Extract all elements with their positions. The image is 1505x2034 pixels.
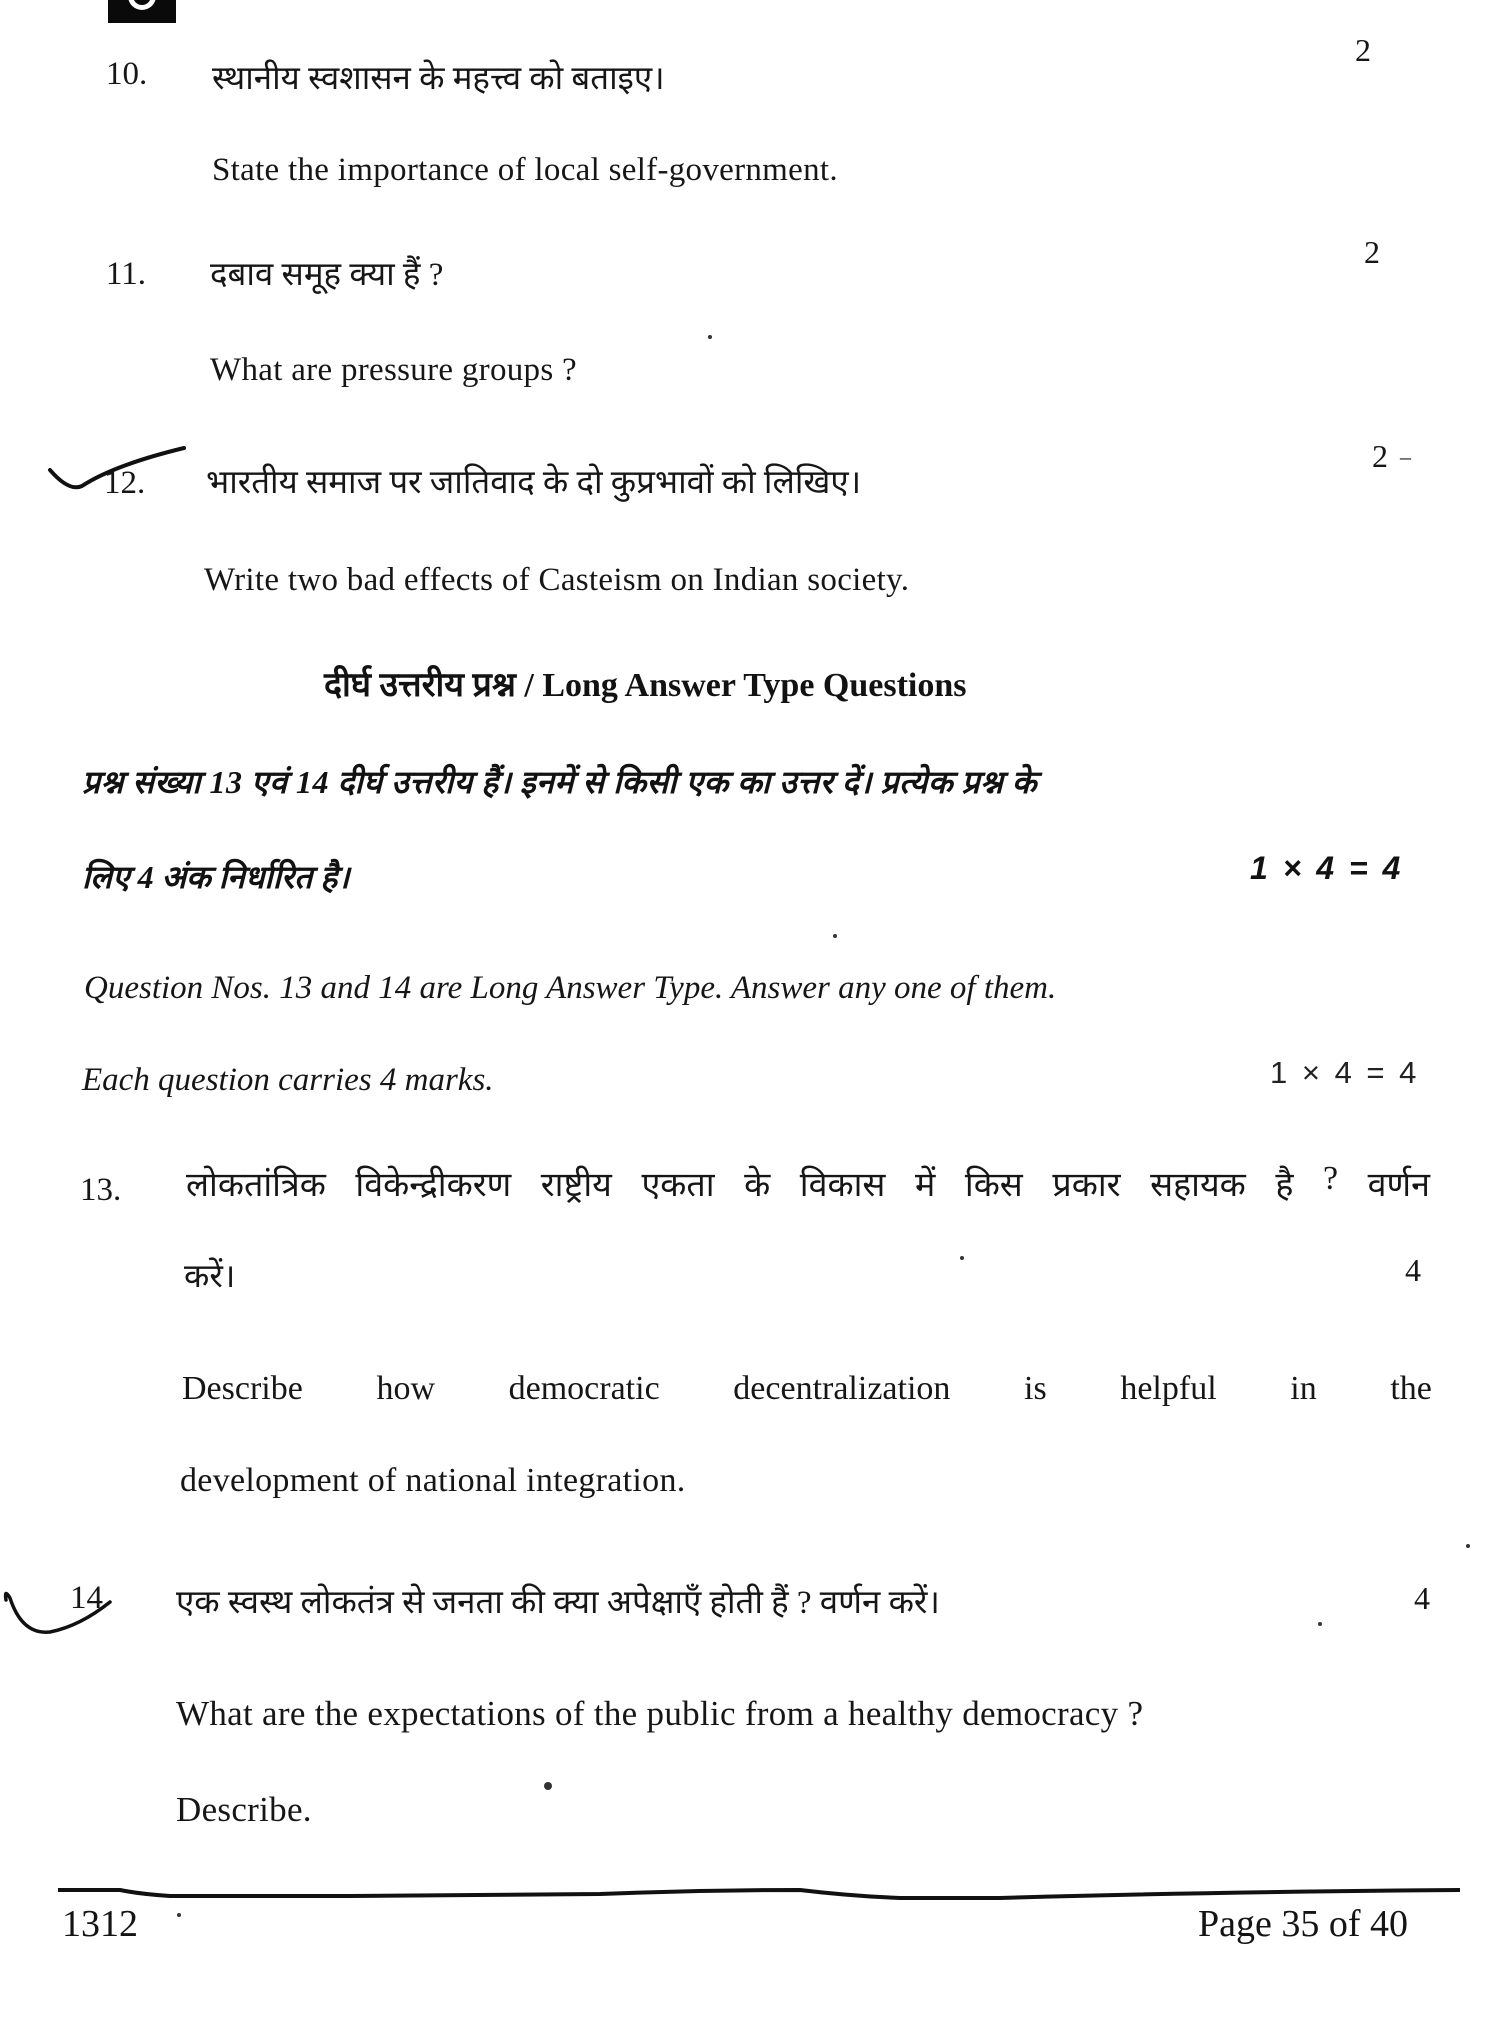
- scan-speck: [177, 1913, 181, 1917]
- question-number: 14: [70, 1580, 103, 1616]
- question-text-english: State the importance of local self-government.: [212, 152, 838, 188]
- instructions-hindi-formula: 1 × 4 = 4: [1250, 850, 1401, 886]
- marks-annotation: –: [1400, 444, 1411, 469]
- question-text-hindi-line1: लोकतांत्रिक विकेन्द्रीकरण राष्ट्रीय एकता के विकास में किस प्रकार सहायक है ? वर्णन: [186, 1160, 1430, 1204]
- question-marks: 4: [1405, 1252, 1421, 1288]
- scan-speck: [960, 1256, 964, 1260]
- question-text-hindi: दबाव समूह क्या हैं ?: [210, 257, 444, 293]
- scan-speck: [708, 335, 712, 339]
- instructions-hindi-line2: लिए 4 अंक निर्धारित है।: [82, 859, 350, 895]
- question-text-hindi: एक स्वस्थ लोकतंत्र से जनता की क्या अपेक्षाएँ होती हैं ? वर्णन करें।: [176, 1585, 940, 1621]
- question-marks: 2: [1355, 32, 1371, 68]
- question-number: 13.: [80, 1172, 122, 1208]
- question-text-hindi: भारतीय समाज पर जातिवाद के दो कुप्रभावों को लिखिए।: [206, 465, 862, 501]
- section-letter-glyph: [128, 0, 156, 10]
- corner-section-tab: [108, 0, 176, 23]
- question-marks: 2: [1372, 438, 1388, 474]
- question-marks: 2: [1364, 234, 1380, 270]
- question-text-hindi-line2: करें।: [184, 1259, 236, 1295]
- question-text-english: What are pressure groups ?: [210, 352, 577, 388]
- question-marks: 4: [1414, 1580, 1430, 1616]
- scan-speck: [833, 934, 837, 938]
- question-text-english-line2: Describe.: [176, 1790, 312, 1829]
- question-number: 12.: [104, 465, 146, 501]
- question-number: 10.: [106, 56, 148, 92]
- instructions-english-formula: 1 × 4 = 4: [1270, 1055, 1417, 1090]
- question-text-english: Write two bad effects of Casteism on Indian society.: [204, 562, 910, 598]
- question-text-english-line1: What are the expectations of the public from a healthy democracy ?: [176, 1694, 1144, 1733]
- question-text-english-line2: development of national integration.: [180, 1462, 686, 1499]
- scan-speck: [1318, 1622, 1322, 1626]
- instructions-hindi-line1: प्रश्न संख्या 13 एवं 14 दीर्घ उत्तरीय हैं। इनमें से किसी एक का उत्तर दें। प्रत्येक प्रश्न के: [82, 764, 1037, 800]
- question-text-english-line1: Describe how democratic decentralization is helpful in the: [182, 1370, 1432, 1407]
- scan-speck: [1466, 1544, 1470, 1548]
- page-number: Page 35 of 40: [1198, 1903, 1409, 1945]
- instructions-english-line2: Each question carries 4 marks.: [82, 1062, 494, 1098]
- scan-speck: [544, 1782, 552, 1790]
- paper-code: 1312: [62, 1903, 138, 1945]
- section-heading: दीर्घ उत्तरीय प्रश्न / Long Answer Type Questions: [324, 667, 967, 704]
- question-text-hindi: स्थानीय स्वशासन के महत्त्व को बताइए।: [212, 61, 665, 97]
- instructions-english-line1: Question Nos. 13 and 14 are Long Answer Type. Answer any one of them.: [84, 970, 1057, 1006]
- question-number: 11.: [106, 256, 147, 292]
